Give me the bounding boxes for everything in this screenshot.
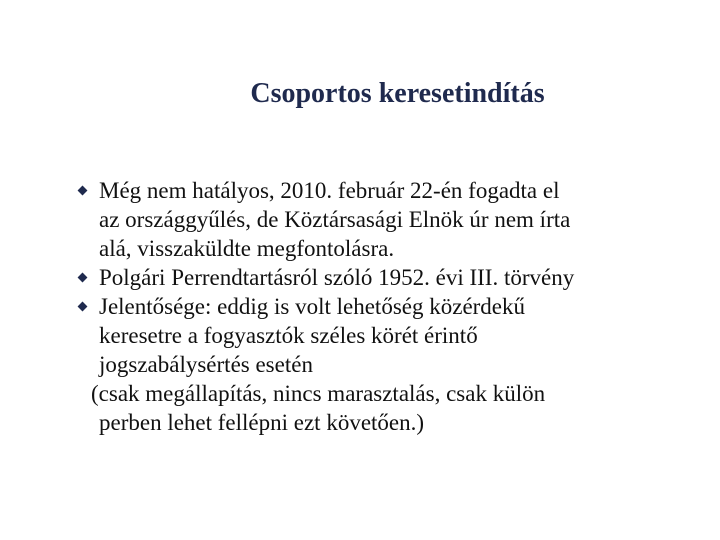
bullet-line: keresetre a fogyasztók széles körét érintő [99,323,478,348]
bullet-line: az országgyűlés, de Köztársasági Elnök úr nem írta [99,207,571,232]
bullet-line: Jelentősége: eddig is volt lehetőség közérdekű [99,294,526,319]
bullet-line: alá, visszaküldte megfontolásra. [99,236,395,261]
diamond-bullet-icon [78,186,88,196]
continuation-line: perben lehet fellépni ezt követően.) [99,410,425,435]
diamond-bullet-icon [78,273,88,283]
bullet-line: Polgári Perrendtartásról szóló 1952. évi III. törvény [99,265,575,290]
bullet-line: jogszabálysértés esetén [99,352,313,377]
bullet-list [78,176,698,437]
bullet-item [78,263,698,292]
continuation-paragraph [78,379,698,437]
diamond-bullet-icon [78,302,88,312]
bullet-line: Még nem hatályos, 2010. február 22-én fogadta el [99,178,560,203]
continuation-line: (csak megállapítás, nincs marasztalás, csak külön [91,381,546,406]
bullet-item [78,176,698,263]
slide-title: Csoportos keresetindítás [250,78,545,109]
bullet-item [78,292,698,379]
